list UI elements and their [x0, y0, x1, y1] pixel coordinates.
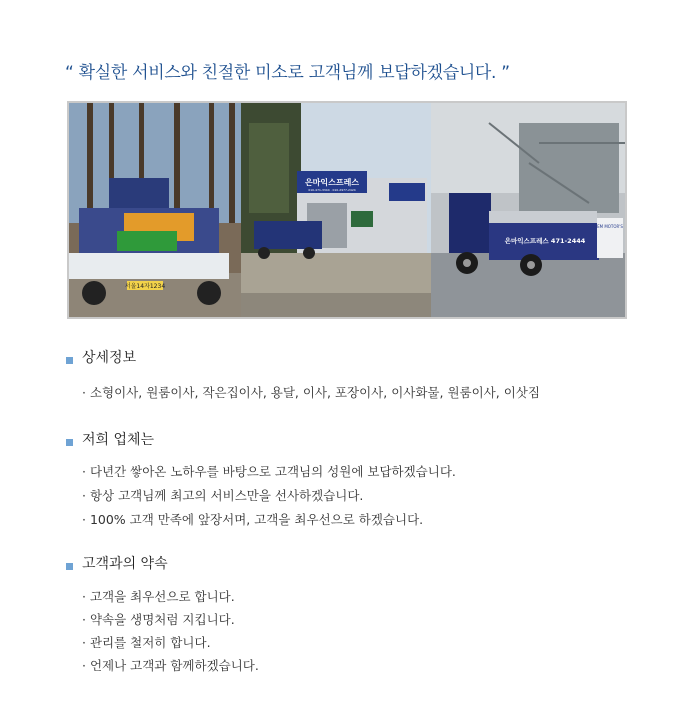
company-line: · 항상 고객님께 최고의 서비스만을 선사하겠습니다. [82, 488, 364, 503]
section-title-company [66, 429, 154, 449]
promise-line: · 관리를 철저히 합니다. [82, 635, 211, 650]
square-bullet-icon [66, 439, 73, 446]
sign-phone: 010-471-3344 · 010-2977-2424 [308, 188, 356, 192]
sign-name: 은마익스프레스 [304, 178, 360, 187]
promise-line: · 언제나 고객과 함께하겠습니다. [82, 658, 259, 673]
promise-line: · 약속을 생명처럼 지킵니다. [82, 612, 235, 627]
truck-small-text: EM MOTOR'S [597, 224, 623, 229]
photo-collage-image [69, 103, 625, 317]
promise-line: · 고객을 최우선으로 합니다. [82, 589, 235, 604]
company-line: · 100% 고객 만족에 앞장서며, 고객을 최우선으로 하겠습니다. [82, 512, 424, 527]
photo-collage [67, 101, 627, 319]
square-bullet-icon [66, 357, 73, 364]
section-title-promise [66, 553, 168, 573]
details-line: · 소형이사, 원룸이사, 작은집이사, 용달, 이사, 포장이사, 이사화물, 원룸이사, 이삿짐 [82, 385, 540, 400]
section-title-text: 상세정보 [82, 350, 137, 366]
section-title-text: 고객과의 약속 [82, 556, 168, 572]
section-title-text: 저희 업체는 [82, 432, 155, 448]
company-line: · 다년간 쌓아온 노하우를 바탕으로 고객님의 성원에 보답하겠습니다. [82, 464, 456, 479]
headline: “ 확실한 서비스와 친절한 미소로 고객님께 보답하겠습니다. ” [65, 63, 510, 83]
photo-truck-rear [69, 103, 241, 317]
photo-office-building [241, 103, 431, 317]
plate-1-text: 서울14자1234 [124, 283, 166, 290]
truck-text: 은마익스프레스 471-2444 [504, 237, 586, 245]
section-title-details [66, 347, 136, 367]
square-bullet-icon [66, 563, 73, 570]
photo-truck-side [431, 103, 625, 317]
